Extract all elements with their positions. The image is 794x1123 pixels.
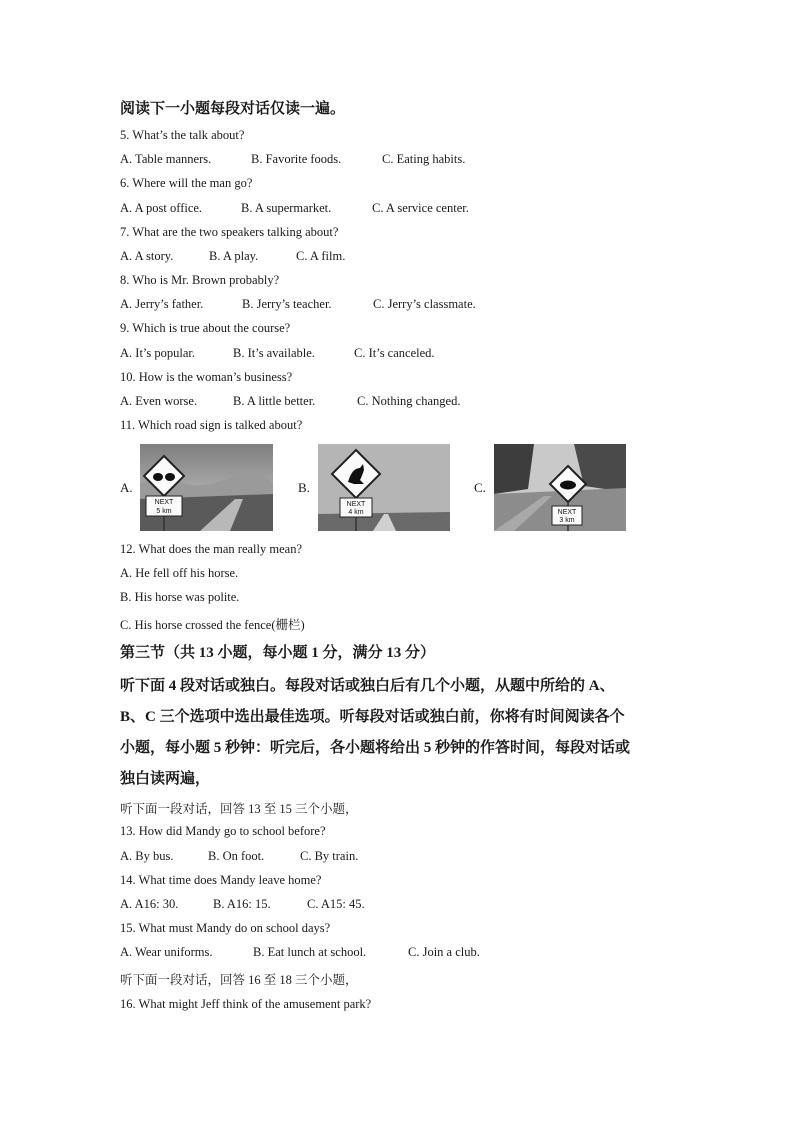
sign-a-line2: 5 km	[156, 508, 172, 515]
question-15-options	[120, 945, 480, 960]
road-sign-bear-image	[494, 444, 626, 531]
question-6-options	[120, 201, 469, 216]
question-7-stem: 7. What are the two speakers talking about?	[120, 225, 339, 239]
q11-option-c-label: C.	[474, 480, 486, 495]
sign-b-line1: NEXT	[346, 501, 366, 508]
question-14-options	[120, 897, 365, 912]
question-11-stem: 11. Which road sign is talked about?	[120, 418, 303, 432]
q12-option-b: B. His horse was polite.	[120, 590, 240, 604]
question-5-options	[120, 152, 465, 167]
q5-option-c: C. Eating habits.	[382, 152, 466, 166]
dialog-1-intro: 听下面一段对话，回答 13 至 15 三个小题，	[120, 802, 358, 816]
sign-c-line1: NEXT	[557, 509, 577, 516]
question-7-options	[120, 249, 345, 264]
question-12-stem: 12. What does the man really mean?	[120, 542, 302, 556]
q13-option-c: C. By train.	[300, 849, 359, 863]
q14-option-c: C. A15: 45.	[307, 897, 365, 911]
question-8-options	[120, 297, 476, 312]
question-6-stem: 6. Where will the man go?	[120, 176, 253, 190]
q8-option-b: B. Jerry’s teacher.	[242, 297, 332, 311]
q5-option-b: B. Favorite foods.	[251, 152, 342, 166]
q9-option-c: C. It’s canceled.	[354, 346, 435, 360]
q7-option-c: C. A film.	[296, 249, 346, 263]
question-15-stem: 15. What must Mandy do on school days?	[120, 921, 331, 935]
question-5-stem: 5. What’s the talk about?	[120, 128, 245, 142]
question-8-stem: 8. Who is Mr. Brown probably?	[120, 273, 280, 287]
dialog-2-intro: 听下面一段对话，回答 16 至 18 三个小题，	[120, 973, 358, 987]
section-3-instruction-line-2: B、C 三个选项中选出最佳选项。听每段对话或独白前，你将有时间阅读各个	[120, 709, 625, 725]
q15-option-a: A. Wear uniforms.	[120, 945, 213, 959]
q12-option-a: A. He fell off his horse.	[120, 566, 239, 580]
q12-option-c: C. His horse crossed the fence(栅栏)	[120, 618, 305, 632]
question-13-stem: 13. How did Mandy go to school before?	[120, 824, 326, 838]
question-10-options	[120, 394, 460, 409]
section-3-title: 第三节（共 13 小题，每小题 1 分，满分 13 分）	[120, 645, 436, 661]
q7-option-a: A. A story.	[120, 249, 174, 263]
q13-option-b: B. On foot.	[208, 849, 265, 863]
q8-option-c: C. Jerry’s classmate.	[373, 297, 476, 311]
question-10-stem: 10. How is the woman’s business?	[120, 370, 293, 384]
q8-option-a: A. Jerry’s father.	[120, 297, 204, 311]
road-sign-elephant-image	[140, 444, 273, 531]
question-16-stem: 16. What might Jeff think of the amusement park?	[120, 997, 372, 1011]
q10-option-c: C. Nothing changed.	[357, 394, 461, 408]
section-3-instruction-line-3: 小题，每小题 5 秒钟：听完后，各小题将给出 5 秒钟的作答时间，每段对话或	[120, 740, 631, 756]
q10-option-a: A. Even worse.	[120, 394, 198, 408]
q5-option-a: A. Table manners.	[120, 152, 212, 166]
question-14-stem: 14. What time does Mandy leave home?	[120, 873, 322, 887]
q11-option-b-label: B.	[298, 480, 310, 495]
q9-option-b: B. It’s available.	[233, 346, 315, 360]
q6-option-a: A. A post office.	[120, 201, 203, 215]
q6-option-c: C. A service center.	[372, 201, 469, 215]
road-sign-kangaroo-image	[318, 444, 450, 531]
q10-option-b: B. A little better.	[233, 394, 316, 408]
q11-option-a-label: A.	[120, 480, 133, 495]
q13-option-a: A. By bus.	[120, 849, 174, 863]
sign-c-line2: 3 km	[559, 517, 575, 524]
q15-option-b: B. Eat lunch at school.	[253, 945, 367, 959]
question-13-options	[120, 849, 358, 864]
q7-option-b: B. A play.	[209, 249, 259, 263]
q14-option-b: B. A16: 15.	[213, 897, 271, 911]
q15-option-c: C. Join a club.	[408, 945, 480, 959]
section-3-instruction-line-1: 听下面 4 段对话或独白。每段对话或独白后有几个小题，从题中所给的 A、	[120, 678, 615, 694]
section-intro: 阅读下一小题每段对话仅读一遍。	[120, 101, 346, 117]
section-3-instruction-line-4: 独白读两遍，	[120, 771, 211, 787]
q9-option-a: A. It’s popular.	[120, 346, 195, 360]
q14-option-a: A. A16: 30.	[120, 897, 179, 911]
q6-option-b: B. A supermarket.	[241, 201, 332, 215]
sign-a-line1: NEXT	[154, 499, 174, 506]
sign-b-line2: 4 km	[348, 509, 364, 516]
question-9-stem: 9. Which is true about the course?	[120, 321, 291, 335]
question-9-options	[120, 346, 435, 361]
